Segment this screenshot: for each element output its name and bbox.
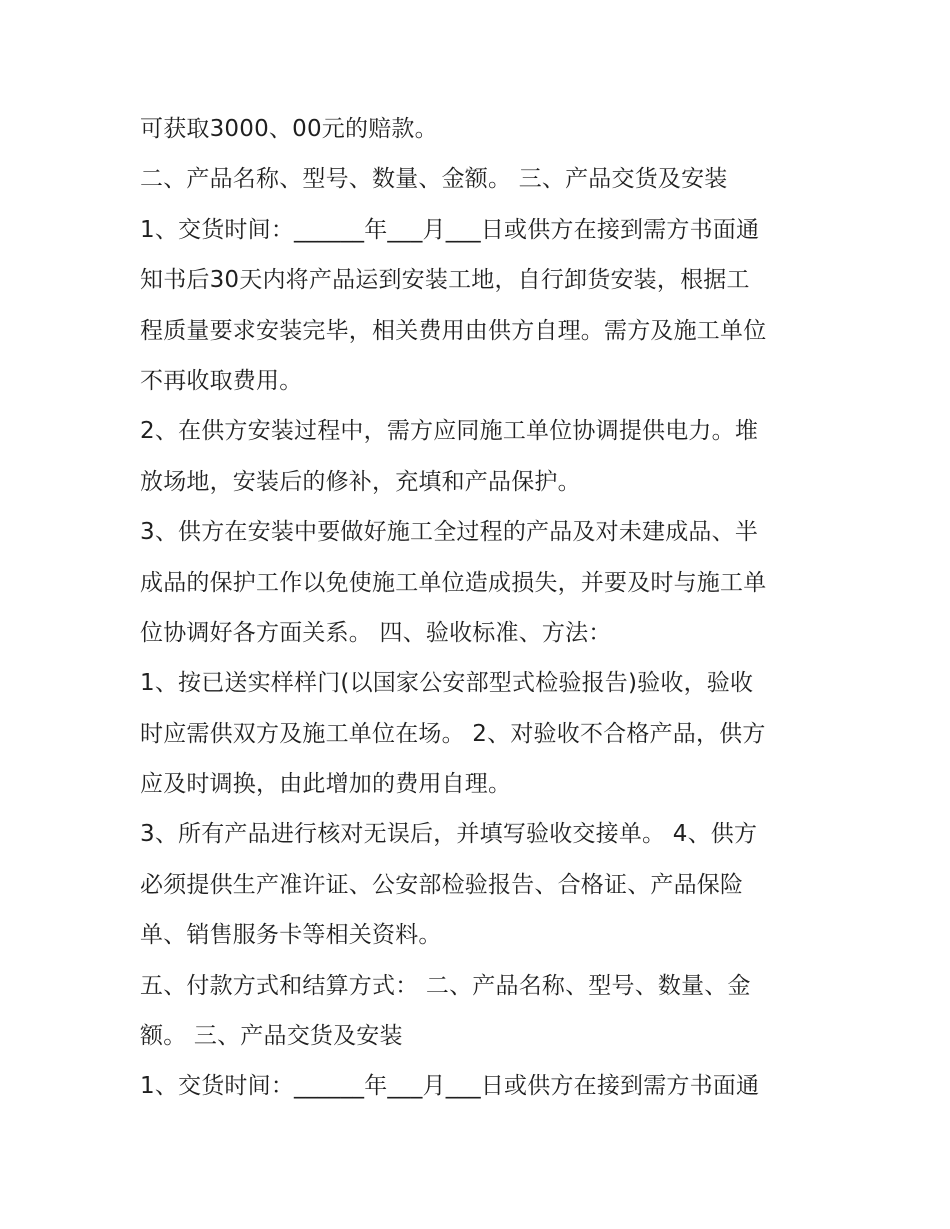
text-line: 单、销售服务卡等相关资料。 [140, 922, 442, 949]
text-line: 放场地，安装后的修补，充填和产品保护。 [140, 468, 581, 495]
text-line: 额。 三、产品交货及安装 [140, 1023, 403, 1050]
text-line: 3、供方在安装中要做好施工全过程的产品及对未建成品、半 [140, 519, 759, 546]
text-line: 不再收取费用。 [140, 367, 303, 394]
text-line: 二、产品名称、型号、数量、金额。 三、产品交货及安装 [140, 166, 728, 193]
text-line: 可获取3000、00元的赔款。 [140, 116, 438, 142]
text-line: 必须提供生产准许证、公安部检验报告、合格证、产品保险 [140, 871, 744, 898]
text-line: 1、交货时间：______年___月___日或供方在接到需方书面通 [140, 216, 760, 243]
text-line: 1、按已送实样样门(以国家公安部型式检验报告)验收，验收 [140, 670, 754, 697]
text-line: 2、在供方安装过程中，需方应同施工单位协调提供电力。堆 [140, 418, 759, 445]
text-line: 应及时调换，由此增加的费用自理。 [140, 771, 512, 798]
text-line: 位协调好各方面关系。 四、验收标准、方法： [140, 619, 612, 646]
text-line: 知书后30天内将产品运到安装工地，自行卸货安装，根据工 [140, 267, 750, 294]
text-line: 成品的保护工作以免使施工单位造成损失，并要及时与施工单 [140, 569, 767, 596]
text-line: 3、所有产品进行核对无误后，并填写验收交接单。 4、供方 [140, 821, 758, 848]
text-line: 程质量要求安装完毕，相关费用由供方自理。需方及施工单位 [140, 317, 767, 344]
text-line: 五、付款方式和结算方式： 二、产品名称、型号、数量、金 [140, 972, 751, 999]
text-line: 时应需供双方及施工单位在场。 2、对验收不合格产品，供方 [140, 720, 766, 747]
text-line: 1、交货时间：______年___月___日或供方在接到需方书面通 [140, 1073, 760, 1100]
document-body [140, 104, 820, 1112]
